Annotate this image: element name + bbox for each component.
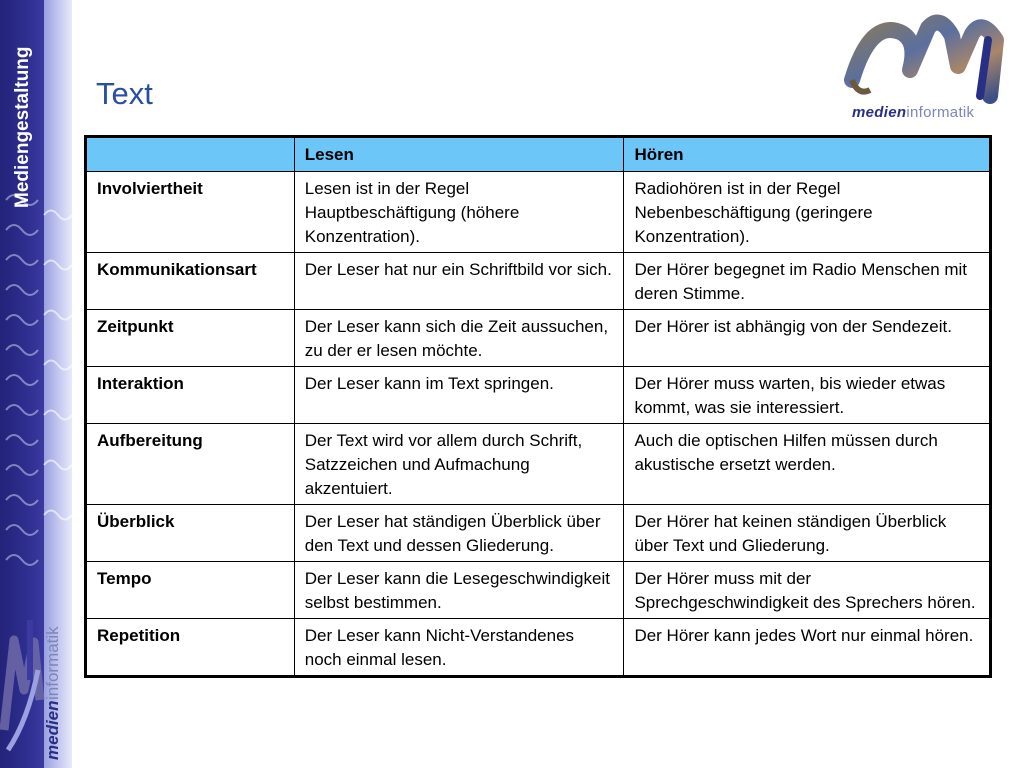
table-row	[86, 619, 991, 677]
page-title: Text	[96, 76, 153, 111]
cell-lesen: Der Leser kann sich die Zeit aussuchen, zu der er lesen möchte.	[294, 310, 624, 367]
sidebar-logo-word-informatik: informatik	[43, 626, 62, 701]
cell-lesen: Der Text wird vor allem durch Schrift, Satzzeichen und Aufmachung akzentuiert.	[294, 424, 624, 505]
row-label: Tempo	[86, 562, 295, 619]
row-label: Repetition	[86, 619, 295, 677]
cell-hoeren: Der Hörer hat keinen ständigen Überblick über Text und Gliederung.	[624, 505, 991, 562]
column-header-hoeren: Hören	[624, 137, 991, 172]
sidebar	[0, 0, 72, 768]
column-header-empty	[86, 137, 295, 172]
sidebar-wave-pattern-icon	[0, 190, 72, 610]
cell-lesen: Lesen ist in der Regel Hauptbeschäftigung (höhere Konzentration).	[294, 172, 624, 253]
sidebar-logo-word-medien: medien	[43, 700, 62, 760]
table-row	[86, 310, 991, 367]
sidebar-title: Mediengestaltung	[12, 46, 33, 208]
cell-hoeren: Auch die optischen Hilfen müssen durch akustische ersetzt werden.	[624, 424, 991, 505]
row-label: Involviertheit	[86, 172, 295, 253]
cell-lesen: Der Leser hat ständigen Überblick über den Text und dessen Gliederung.	[294, 505, 624, 562]
sidebar-logo-text	[38, 580, 68, 760]
table-row	[86, 253, 991, 310]
top-logo-word-informatik: informatik	[906, 104, 975, 121]
cell-hoeren: Der Hörer kann jedes Wort nur einmal hören.	[624, 619, 991, 677]
row-label: Überblick	[86, 505, 295, 562]
cell-lesen: Der Leser kann die Lesegeschwindigkeit selbst bestimmen.	[294, 562, 624, 619]
table-row	[86, 367, 991, 424]
row-label: Aufbereitung	[86, 424, 295, 505]
comparison-table-container	[84, 135, 992, 678]
cell-hoeren: Der Hörer muss warten, bis wieder etwas kommt, was sie interessiert.	[624, 367, 991, 424]
table-row	[86, 505, 991, 562]
cell-lesen: Der Leser kann Nicht-Verstandenes noch einmal lesen.	[294, 619, 624, 677]
cell-hoeren: Radiohören ist in der Regel Nebenbeschäftigung (geringere Konzentration).	[624, 172, 991, 253]
cell-lesen: Der Leser kann im Text springen.	[294, 367, 624, 424]
comparison-table	[84, 135, 992, 678]
table-row	[86, 172, 991, 253]
column-header-lesen: Lesen	[294, 137, 624, 172]
cell-lesen: Der Leser hat nur ein Schriftbild vor sich.	[294, 253, 624, 310]
row-label: Interaktion	[86, 367, 295, 424]
top-logo-word-medien: medien	[852, 104, 907, 121]
table-row	[86, 562, 991, 619]
row-label: Kommunikationsart	[86, 253, 295, 310]
cell-hoeren: Der Hörer muss mit der Sprechgeschwindigkeit des Sprechers hören.	[624, 562, 991, 619]
top-logo-text	[852, 104, 974, 121]
table-header-row	[86, 137, 991, 172]
cell-hoeren: Der Hörer ist abhängig von der Sendezeit.	[624, 310, 991, 367]
row-label: Zeitpunkt	[86, 310, 295, 367]
cell-hoeren: Der Hörer begegnet im Radio Menschen mit deren Stimme.	[624, 253, 991, 310]
table-row	[86, 424, 991, 505]
